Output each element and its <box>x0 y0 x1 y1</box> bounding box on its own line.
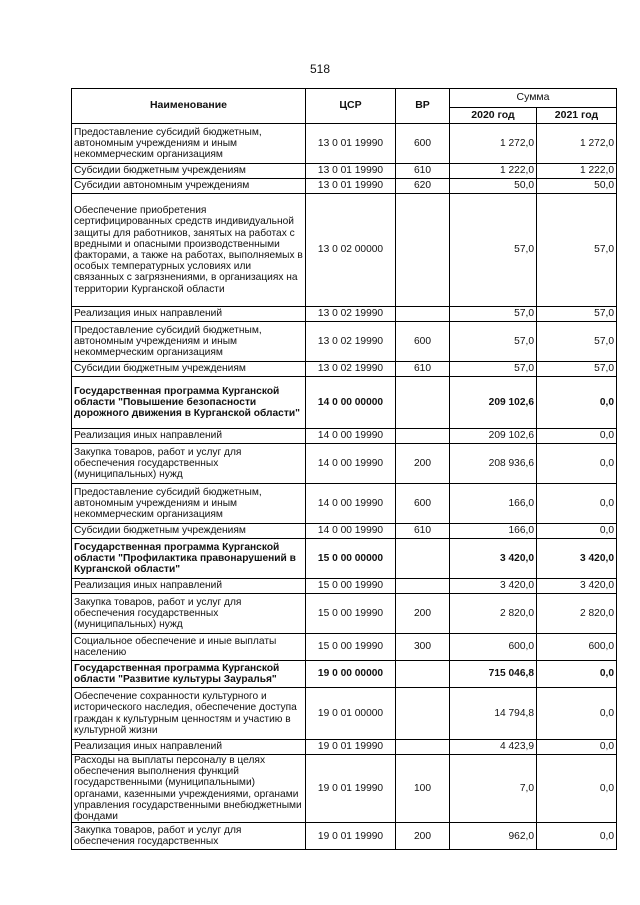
header-year-2020: 2020 год <box>450 108 537 124</box>
row-sum-2020: 4 423,9 <box>450 740 537 755</box>
row-vr <box>396 377 450 429</box>
row-sum-2020: 1 272,0 <box>450 124 537 164</box>
table-row <box>72 362 617 377</box>
row-vr <box>396 429 450 444</box>
row-sum-2020: 209 102,6 <box>450 377 537 429</box>
row-sum-2020: 166,0 <box>450 524 537 539</box>
row-vr: 610 <box>396 524 450 539</box>
row-sum-2021: 57,0 <box>537 194 617 307</box>
row-sum-2021: 50,0 <box>537 179 617 194</box>
row-csr: 15 0 00 00000 <box>306 539 396 579</box>
row-csr: 13 0 02 00000 <box>306 194 396 307</box>
row-sum-2020: 208 936,6 <box>450 444 537 484</box>
row-sum-2020: 2 820,0 <box>450 594 537 634</box>
row-sum-2021: 57,0 <box>537 307 617 322</box>
row-sum-2020: 50,0 <box>450 179 537 194</box>
row-csr: 19 0 00 00000 <box>306 661 396 688</box>
row-name: Государственная программа Курганской области "Профилактика правонарушений в Курганской области" <box>72 539 306 579</box>
table-row <box>72 377 617 429</box>
budget-table <box>71 88 617 850</box>
row-csr: 15 0 00 19990 <box>306 579 396 594</box>
row-sum-2020: 57,0 <box>450 194 537 307</box>
table-row <box>72 823 617 850</box>
row-sum-2021: 57,0 <box>537 362 617 377</box>
row-vr: 610 <box>396 362 450 377</box>
table-row <box>72 539 617 579</box>
row-sum-2021: 0,0 <box>537 661 617 688</box>
row-sum-2021: 3 420,0 <box>537 539 617 579</box>
row-name: Предоставление субсидий бюджетным, автономным учреждениям и иным некоммерческим организациям <box>72 124 306 164</box>
table-row <box>72 484 617 524</box>
row-name: Социальное обеспечение и иные выплаты населению <box>72 634 306 661</box>
row-sum-2021: 0,0 <box>537 524 617 539</box>
row-name: Реализация иных направлений <box>72 740 306 755</box>
row-sum-2021: 0,0 <box>537 823 617 850</box>
table-row <box>72 194 617 307</box>
row-name: Субсидии бюджетным учреждениям <box>72 164 306 179</box>
table-row <box>72 634 617 661</box>
row-csr: 13 0 02 19990 <box>306 307 396 322</box>
row-vr: 620 <box>396 179 450 194</box>
row-vr <box>396 194 450 307</box>
row-vr: 600 <box>396 322 450 362</box>
row-vr: 200 <box>396 823 450 850</box>
row-sum-2021: 0,0 <box>537 429 617 444</box>
row-sum-2020: 1 222,0 <box>450 164 537 179</box>
row-sum-2020: 57,0 <box>450 307 537 322</box>
row-vr <box>396 661 450 688</box>
row-sum-2021: 57,0 <box>537 322 617 362</box>
row-sum-2021: 0,0 <box>537 484 617 524</box>
row-name: Субсидии бюджетным учреждениям <box>72 524 306 539</box>
row-name: Реализация иных направлений <box>72 307 306 322</box>
row-name: Предоставление субсидий бюджетным, автономным учреждениям и иным некоммерческим организациям <box>72 322 306 362</box>
row-sum-2021: 2 820,0 <box>537 594 617 634</box>
row-csr: 15 0 00 19990 <box>306 634 396 661</box>
row-vr: 200 <box>396 444 450 484</box>
row-csr: 19 0 01 00000 <box>306 688 396 740</box>
header-csr: ЦСР <box>306 89 396 124</box>
row-csr: 13 0 02 19990 <box>306 362 396 377</box>
row-sum-2021: 0,0 <box>537 444 617 484</box>
row-sum-2020: 209 102,6 <box>450 429 537 444</box>
table-row <box>72 307 617 322</box>
row-vr <box>396 579 450 594</box>
row-csr: 14 0 00 19990 <box>306 429 396 444</box>
row-vr: 610 <box>396 164 450 179</box>
table-row <box>72 594 617 634</box>
row-name: Государственная программа Курганской области "Развитие культуры Зауралья" <box>72 661 306 688</box>
row-name: Обеспечение приобретения сертифицированных средств индивидуальной защиты для работников, занятых на работах с вредными и опасными производственными факторами, а также на работах, выполняемых в особых температурных условиях или связанных с загрязнениями, в организациях на территории Курганской области <box>72 194 306 307</box>
row-csr: 13 0 01 19990 <box>306 164 396 179</box>
table-row <box>72 579 617 594</box>
row-csr: 19 0 01 19990 <box>306 755 396 823</box>
table-row <box>72 164 617 179</box>
row-csr: 14 0 00 19990 <box>306 524 396 539</box>
row-sum-2020: 962,0 <box>450 823 537 850</box>
row-sum-2020: 715 046,8 <box>450 661 537 688</box>
row-sum-2020: 166,0 <box>450 484 537 524</box>
table-row <box>72 429 617 444</box>
row-vr <box>396 307 450 322</box>
table-row <box>72 755 617 823</box>
row-sum-2020: 3 420,0 <box>450 539 537 579</box>
row-sum-2021: 0,0 <box>537 755 617 823</box>
row-vr: 300 <box>396 634 450 661</box>
table-row <box>72 688 617 740</box>
table-row <box>72 524 617 539</box>
row-vr: 100 <box>396 755 450 823</box>
row-sum-2021: 0,0 <box>537 740 617 755</box>
row-name: Закупка товаров, работ и услуг для обеспечения государственных (муниципальных) нужд <box>72 594 306 634</box>
row-sum-2021: 600,0 <box>537 634 617 661</box>
row-name: Государственная программа Курганской области "Повышение безопасности дорожного движения в Курганской области" <box>72 377 306 429</box>
row-vr <box>396 539 450 579</box>
row-vr <box>396 688 450 740</box>
row-vr: 600 <box>396 124 450 164</box>
page-number: 518 <box>309 62 331 76</box>
row-sum-2020: 600,0 <box>450 634 537 661</box>
header-name: Наименование <box>72 89 306 124</box>
row-csr: 13 0 01 19990 <box>306 124 396 164</box>
row-name: Предоставление субсидий бюджетным, автономным учреждениям и иным некоммерческим организациям <box>72 484 306 524</box>
row-name: Субсидии автономным учреждениям <box>72 179 306 194</box>
row-name: Расходы на выплаты персоналу в целях обеспечения выполнения функций государственными (муниципальными) органами, казенными учреждениями, органами управления государственными внебюджетными фондами <box>72 755 306 823</box>
row-name: Закупка товаров, работ и услуг для обеспечения государственных <box>72 823 306 850</box>
row-sum-2020: 14 794,8 <box>450 688 537 740</box>
row-name: Обеспечение сохранности культурного и исторического наследия, обеспечение доступа граждан к культурным ценностям и участию в культурной жизни <box>72 688 306 740</box>
row-sum-2020: 57,0 <box>450 322 537 362</box>
row-csr: 14 0 00 19990 <box>306 484 396 524</box>
row-vr: 600 <box>396 484 450 524</box>
row-csr: 13 0 02 19990 <box>306 322 396 362</box>
row-sum-2021: 0,0 <box>537 688 617 740</box>
table-row <box>72 740 617 755</box>
table-row <box>72 179 617 194</box>
row-csr: 14 0 00 00000 <box>306 377 396 429</box>
row-name: Реализация иных направлений <box>72 579 306 594</box>
row-name: Реализация иных направлений <box>72 429 306 444</box>
table-row <box>72 124 617 164</box>
row-name: Закупка товаров, работ и услуг для обеспечения государственных (муниципальных) нужд <box>72 444 306 484</box>
header-vr: ВР <box>396 89 450 124</box>
row-vr: 200 <box>396 594 450 634</box>
header-sum: Сумма <box>450 89 617 108</box>
table-row <box>72 661 617 688</box>
row-sum-2021: 0,0 <box>537 377 617 429</box>
table-row <box>72 322 617 362</box>
row-name: Субсидии бюджетным учреждениям <box>72 362 306 377</box>
row-sum-2020: 7,0 <box>450 755 537 823</box>
row-csr: 14 0 00 19990 <box>306 444 396 484</box>
header-year-2021: 2021 год <box>537 108 617 124</box>
row-sum-2021: 1 272,0 <box>537 124 617 164</box>
row-vr <box>396 740 450 755</box>
row-sum-2021: 1 222,0 <box>537 164 617 179</box>
row-csr: 19 0 01 19990 <box>306 823 396 850</box>
table-row <box>72 444 617 484</box>
row-sum-2020: 3 420,0 <box>450 579 537 594</box>
row-csr: 13 0 01 19990 <box>306 179 396 194</box>
row-sum-2021: 3 420,0 <box>537 579 617 594</box>
row-csr: 19 0 01 19990 <box>306 740 396 755</box>
row-sum-2020: 57,0 <box>450 362 537 377</box>
row-csr: 15 0 00 19990 <box>306 594 396 634</box>
